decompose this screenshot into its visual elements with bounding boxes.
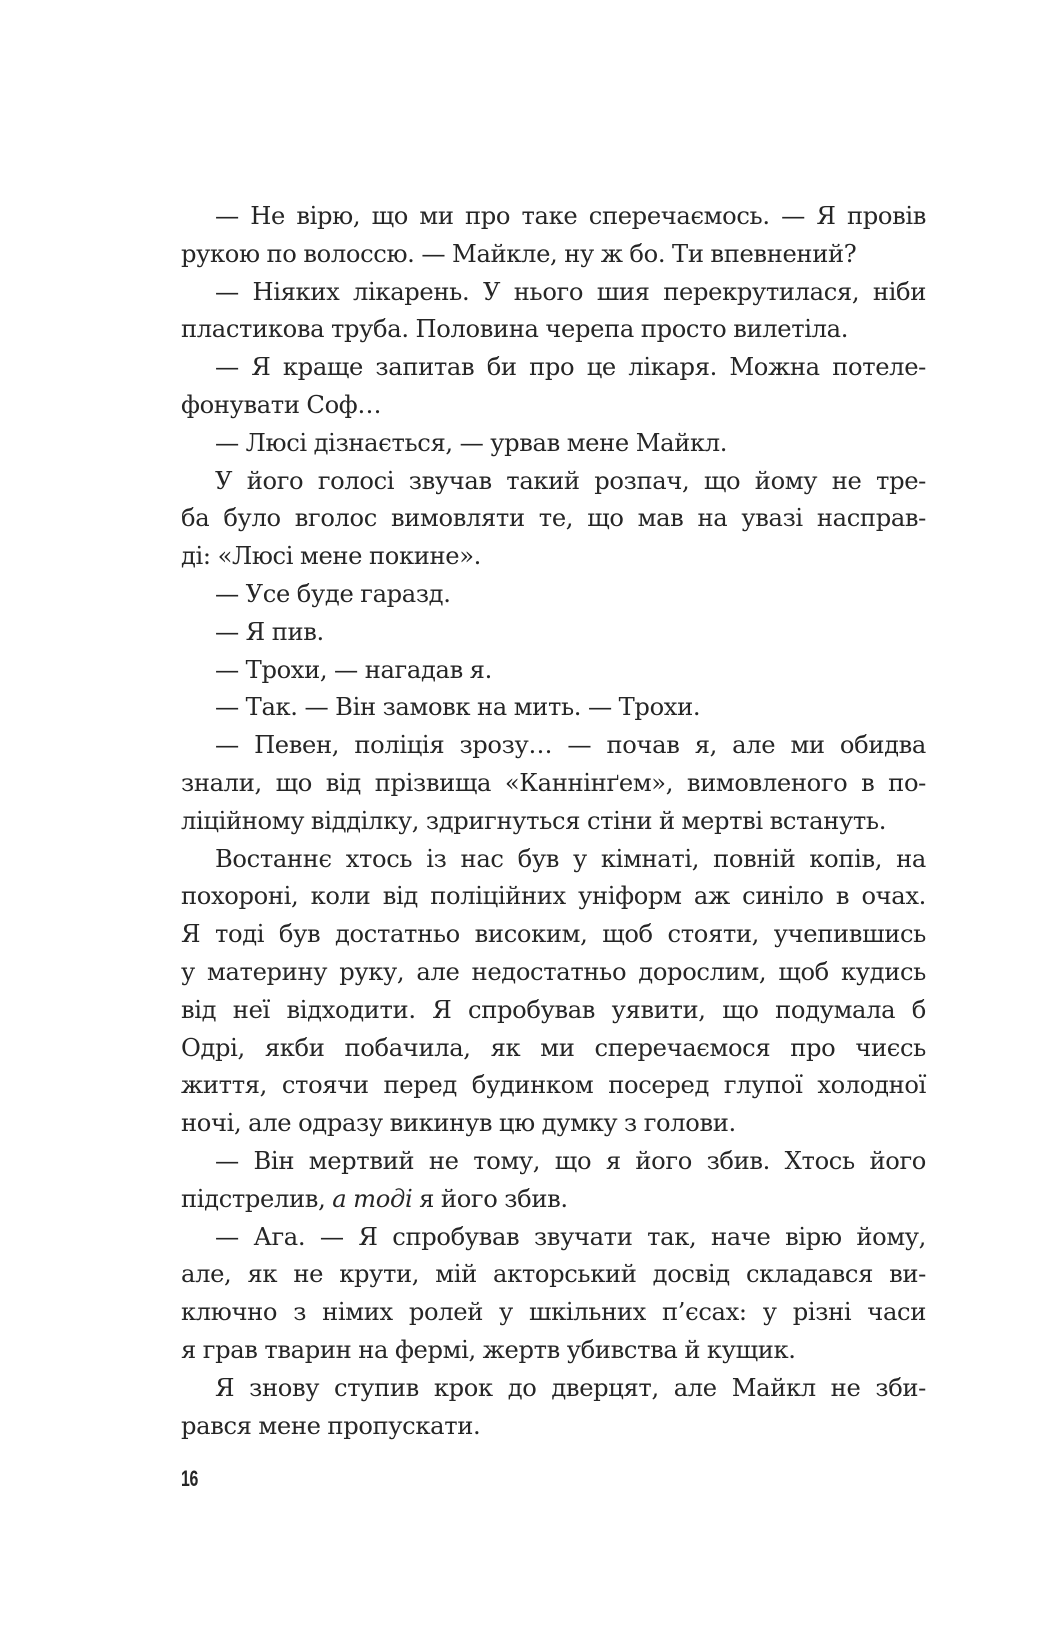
text-segment: я його збив. xyxy=(412,1184,568,1213)
text-line: ліційному відділку, здригнуться стіни й мертві встануть. xyxy=(181,806,887,835)
text-segment: підстрелив, xyxy=(181,1184,333,1213)
text-line: знали, що від прізвища «Каннінґем», вимовленого в по- xyxy=(181,768,926,797)
text-line: життя, стоячи перед будинком посеред глупої холодної xyxy=(181,1071,926,1100)
text-line: від неї відходити. Я спробував уявити, що подумала б xyxy=(181,995,926,1024)
text-line: рався мене пропускати. xyxy=(181,1411,481,1440)
text-line: Я знову ступив крок до дверцят, але Майкл не зби- xyxy=(215,1373,926,1402)
text-line: — Він мертвий не тому, що я його збив. Хтось його xyxy=(215,1146,926,1175)
text-line: — Певен, поліція зрозу… — почав я, але ми обидва xyxy=(215,731,926,760)
text-line: У його голосі звучав такий розпач, що йому не тре- xyxy=(215,466,926,495)
text-line: рукою по волоссю. — Майкле, ну ж бо. Ти впевнений? xyxy=(181,239,857,268)
text-line: — Люсі дізнається, — урвав мене Майкл. xyxy=(215,428,728,457)
text-line: ба було вголос вимовляти те, що мав на увазі насправ- xyxy=(181,504,926,533)
body-text xyxy=(181,198,926,1445)
text-line: ключно з німих ролей у шкільних п’єсах: у різні часи xyxy=(181,1298,926,1327)
text-line: — Ага. — Я спробував звучати так, наче вірю йому, xyxy=(215,1222,926,1251)
text-line: Востаннє хтось із нас був у кімнаті, повній копів, на xyxy=(215,844,926,873)
text-line: — Трохи, — нагадав я. xyxy=(215,655,492,684)
text-line: я грав тварин на фермі, жертв убивства й кущик. xyxy=(181,1335,796,1364)
text-line: але, як не крути, мій акторський досвід складався ви- xyxy=(181,1260,926,1289)
text-line: — Так. — Він замовк на мить. — Трохи. xyxy=(215,693,701,722)
text-line: ночі, але одразу викинув цю думку з голови. xyxy=(181,1109,736,1138)
text-line: — Я пив. xyxy=(215,617,324,646)
text-line: ді: «Люсі мене покине». xyxy=(181,542,482,571)
text-line: Одрі, якби побачила, як ми сперечаємося про чиєсь xyxy=(181,1033,926,1062)
text-line: — Не вірю, що ми про таке сперечаємось. — Я провів xyxy=(215,202,926,230)
text-line: пластикова труба. Половина черепа просто вилетіла. xyxy=(181,315,849,344)
text-line: у материну руку, але недостатньо дорослим, щоб кудись xyxy=(181,957,926,986)
text-line: — Я краще запитав би про це лікаря. Можна потеле- xyxy=(215,353,926,382)
text-line: — Усе буде гаразд. xyxy=(215,579,451,608)
text-line xyxy=(181,1181,926,1219)
text-line: фонувати Соф… xyxy=(181,390,382,419)
text-line: — Ніяких лікарень. У нього шия перекрутилася, ніби xyxy=(215,277,926,306)
page-number: 16 xyxy=(181,1466,198,1491)
italic-emphasis: а тоді xyxy=(332,1184,413,1213)
text-line: похороні, коли від поліційних уніформ аж синіло в очах. xyxy=(181,882,926,911)
text-line: Я тоді був достатньо високим, щоб стояти, учепившись xyxy=(181,920,926,949)
